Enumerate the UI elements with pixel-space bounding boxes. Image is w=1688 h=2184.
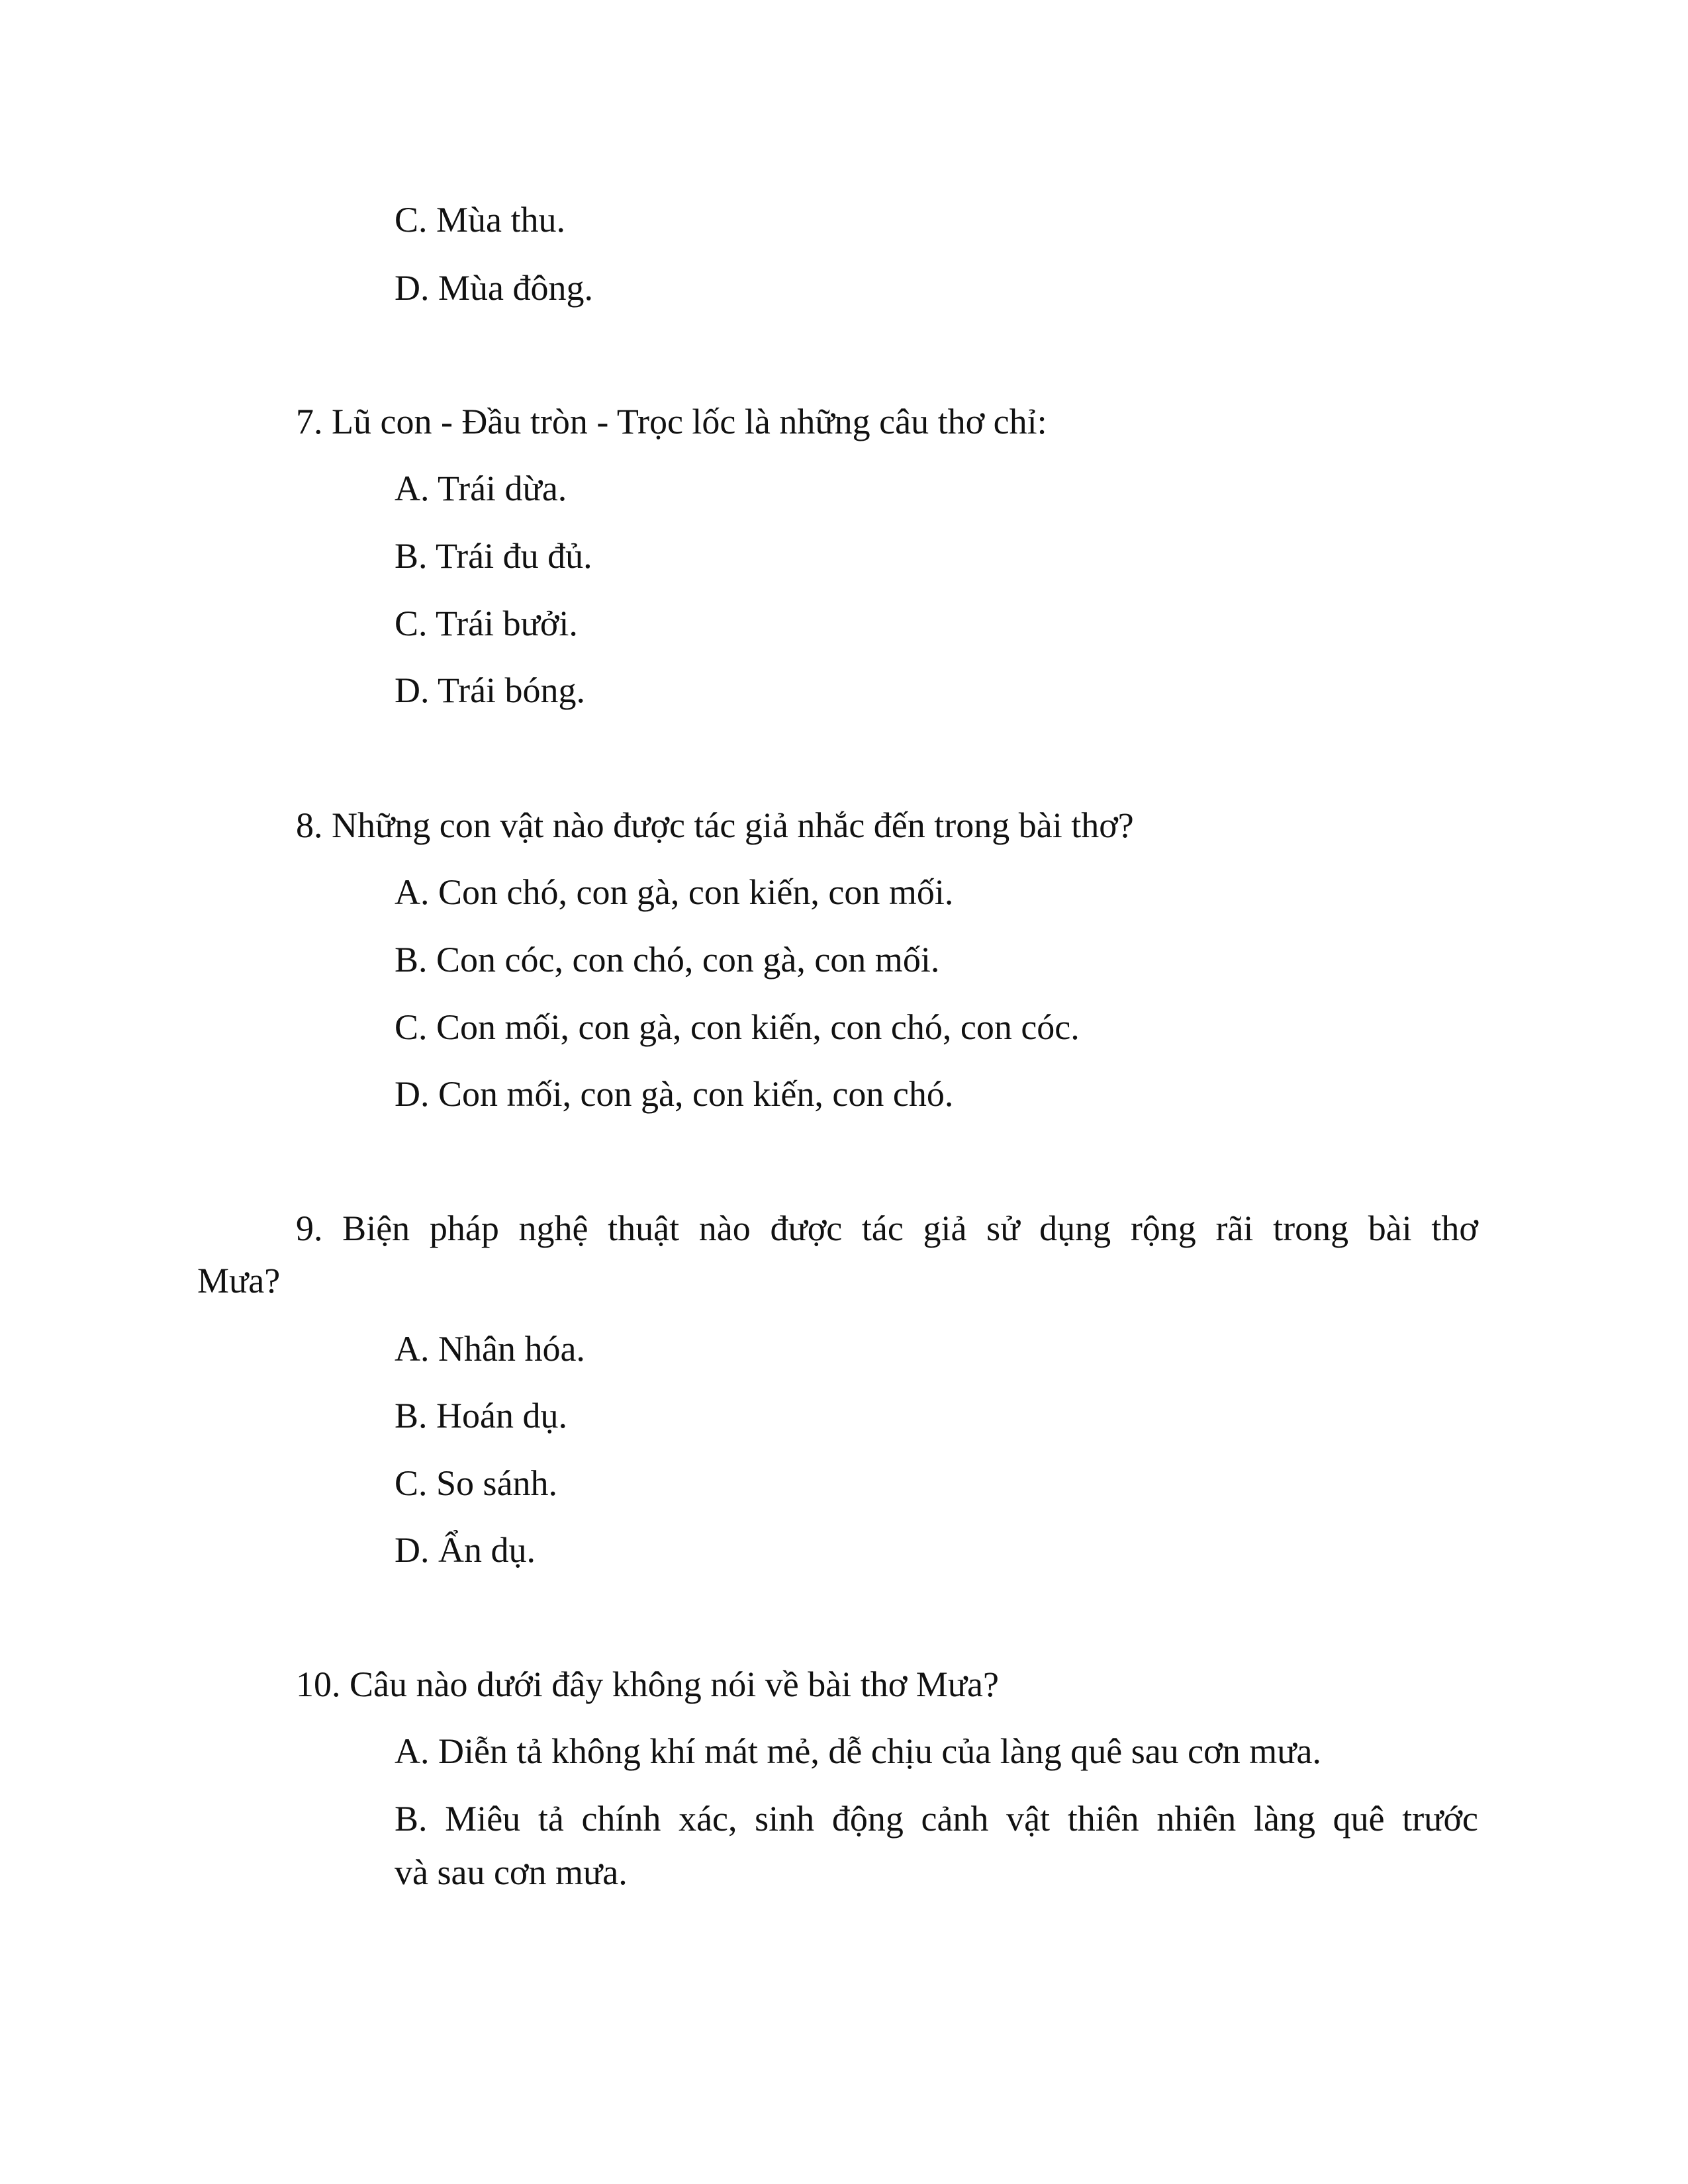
- q8-option-a: A. Con chó, con gà, con kiến, con mối.: [395, 872, 954, 912]
- q10-prompt: 10. Câu nào dưới đây không nói về bài thơ Mưa?: [296, 1664, 999, 1704]
- q6-option-d: D. Mùa đông.: [395, 268, 593, 308]
- q7-option-c: C. Trái bưởi.: [395, 604, 578, 643]
- q9-option-d: D. Ẩn dụ.: [395, 1530, 536, 1570]
- q7-option-a: A. Trái dừa.: [395, 469, 567, 508]
- q8-option-b: B. Con cóc, con chó, con gà, con mối.: [395, 940, 940, 979]
- q10-option-a: A. Diễn tả không khí mát mẻ, dễ chịu của làng quê sau cơn mưa.: [395, 1731, 1321, 1771]
- q6-option-c: C. Mùa thu.: [395, 200, 566, 240]
- q9-prompt-line1: 9. Biện pháp nghệ thuật nào được tác giả sử dụng rộng rãi trong bài thơ: [296, 1208, 1478, 1248]
- q9-option-a: A. Nhân hóa.: [395, 1329, 585, 1369]
- q10-option-b-line2: và sau cơn mưa.: [395, 1852, 628, 1892]
- q8-prompt: 8. Những con vật nào được tác giả nhắc đến trong bài thơ?: [296, 805, 1134, 845]
- q10-option-b-line1: B. Miêu tả chính xác, sinh động cảnh vật thiên nhiên làng quê trước: [395, 1799, 1478, 1839]
- q9-prompt-line2: Mưa?: [197, 1261, 281, 1300]
- q9-option-b: B. Hoán dụ.: [395, 1396, 567, 1435]
- q7-option-b: B. Trái đu đủ.: [395, 536, 592, 576]
- q9-option-c: C. So sánh.: [395, 1463, 558, 1503]
- q7-prompt: 7. Lũ con - Đầu tròn - Trọc lốc là những câu thơ chỉ:: [296, 402, 1047, 441]
- q7-option-d: D. Trái bóng.: [395, 670, 586, 710]
- q8-option-d: D. Con mối, con gà, con kiến, con chó.: [395, 1074, 954, 1114]
- q8-option-c: C. Con mối, con gà, con kiến, con chó, con cóc.: [395, 1007, 1080, 1047]
